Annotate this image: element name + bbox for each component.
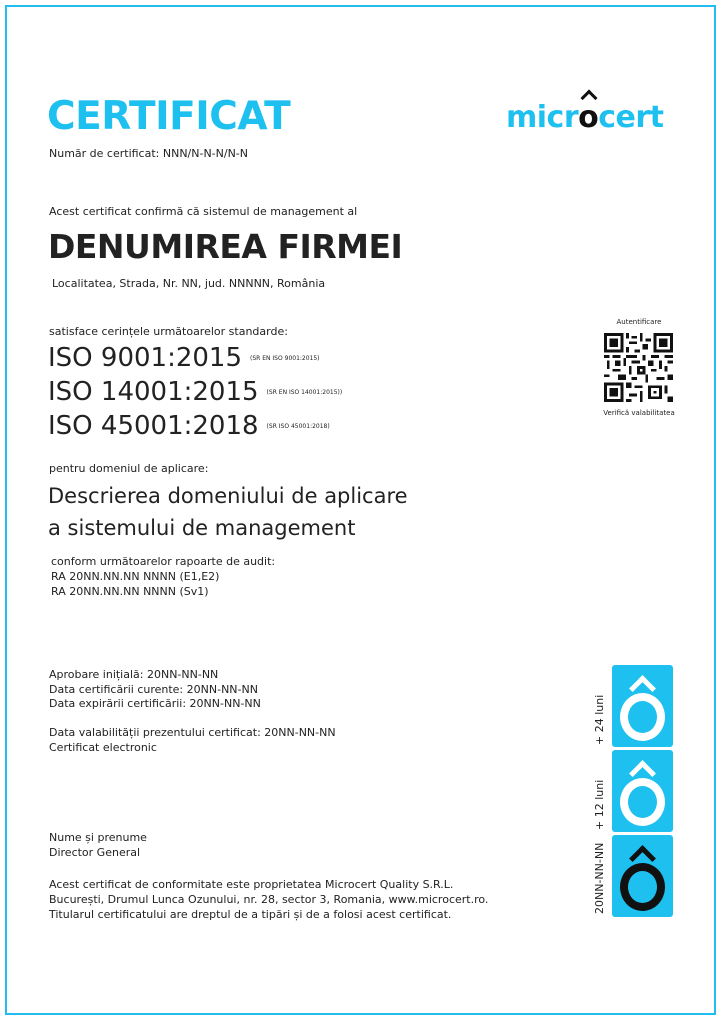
timeline-plus-12: + 12 luni — [593, 779, 606, 830]
initial-approval-date: Aprobare inițială: 20NN-NN-NN — [49, 668, 219, 681]
qr-top-label: Autentificare — [616, 318, 662, 326]
company-address: Localitatea, Strada, Nr. NN, jud. NNNNN, România — [52, 277, 326, 290]
certificate-title: CERTIFICAT — [47, 94, 291, 139]
footer-line-2: București, Drumul Lunca Ozunului, nr. 28, sector 3, Romania, www.microcert.ro. — [49, 893, 489, 906]
standard-ref: (SR EN ISO 14001:2015)) — [266, 389, 343, 396]
standard-ref: (SR EN ISO 9001:2015) — [250, 355, 320, 362]
validity-block-current — [612, 835, 673, 917]
scope-line-2: a sistemului de management — [48, 516, 356, 540]
electronic-certificate-label: Certificat electronic — [49, 741, 157, 754]
standard-name: ISO 45001:2018 — [48, 411, 259, 441]
microcert-logo — [506, 100, 664, 135]
footer-line-1: Acest certificat de conformitate este proprietatea Microcert Quality S.R.L. — [49, 878, 454, 891]
validity-block-24 — [612, 665, 673, 747]
validity-date: Data valabilității prezentului certificat: 20NN-NN-NN — [49, 726, 336, 739]
logo-text-right: cert — [598, 100, 664, 135]
standards-intro: satisface cerințele următoarelor standarde: — [49, 325, 288, 338]
signatory-role: Director General — [49, 846, 141, 859]
footer-line-3: Titularul certificatului are dreptul de a tipări și de a folosi acest certificat. — [49, 908, 452, 921]
certificate-number: Număr de certificat: NNN/N-N-N/N-N — [49, 147, 249, 160]
qr-code[interactable] — [604, 333, 673, 402]
standard-iso-14001 — [48, 377, 342, 407]
audit-report: RA 20NN.NN.NN NNNN (Sv1) — [51, 585, 209, 598]
letter-o-icon — [620, 693, 665, 741]
timeline-plus-24: + 24 luni — [593, 694, 606, 745]
audit-intro: conform următoarelor rapoarte de audit: — [51, 555, 276, 568]
standard-iso-45001 — [48, 411, 330, 441]
qr-bottom-label: Verifică valabilitatea — [603, 409, 675, 417]
logo-o-accent: o — [578, 100, 599, 135]
standard-iso-9001 — [48, 343, 320, 373]
timeline-date: 20NN-NN-NN — [593, 842, 606, 914]
scope-intro: pentru domeniul de aplicare: — [49, 462, 209, 475]
audit-report: RA 20NN.NN.NN NNNN (E1,E2) — [51, 570, 220, 583]
standard-name: ISO 14001:2015 — [48, 377, 259, 407]
expiry-date: Data expirării certificării: 20NN-NN-NN — [49, 697, 261, 710]
standard-ref: (SR ISO 45001:2018) — [266, 423, 330, 430]
letter-o-icon — [620, 863, 665, 911]
letter-o-icon — [620, 778, 665, 826]
standard-name: ISO 9001:2015 — [48, 343, 242, 373]
signatory-name: Nume și prenume — [49, 831, 147, 844]
intro-text: Acest certificat confirmă că sistemul de management al — [49, 205, 358, 218]
company-name: DENUMIREA FIRMEI — [48, 227, 403, 266]
validity-block-12 — [612, 750, 673, 832]
scope-line-1: Descrierea domeniului de aplicare — [48, 484, 408, 508]
logo-text-left: micr — [506, 100, 579, 135]
current-certification-date: Data certificării curente: 20NN-NN-NN — [49, 683, 258, 696]
